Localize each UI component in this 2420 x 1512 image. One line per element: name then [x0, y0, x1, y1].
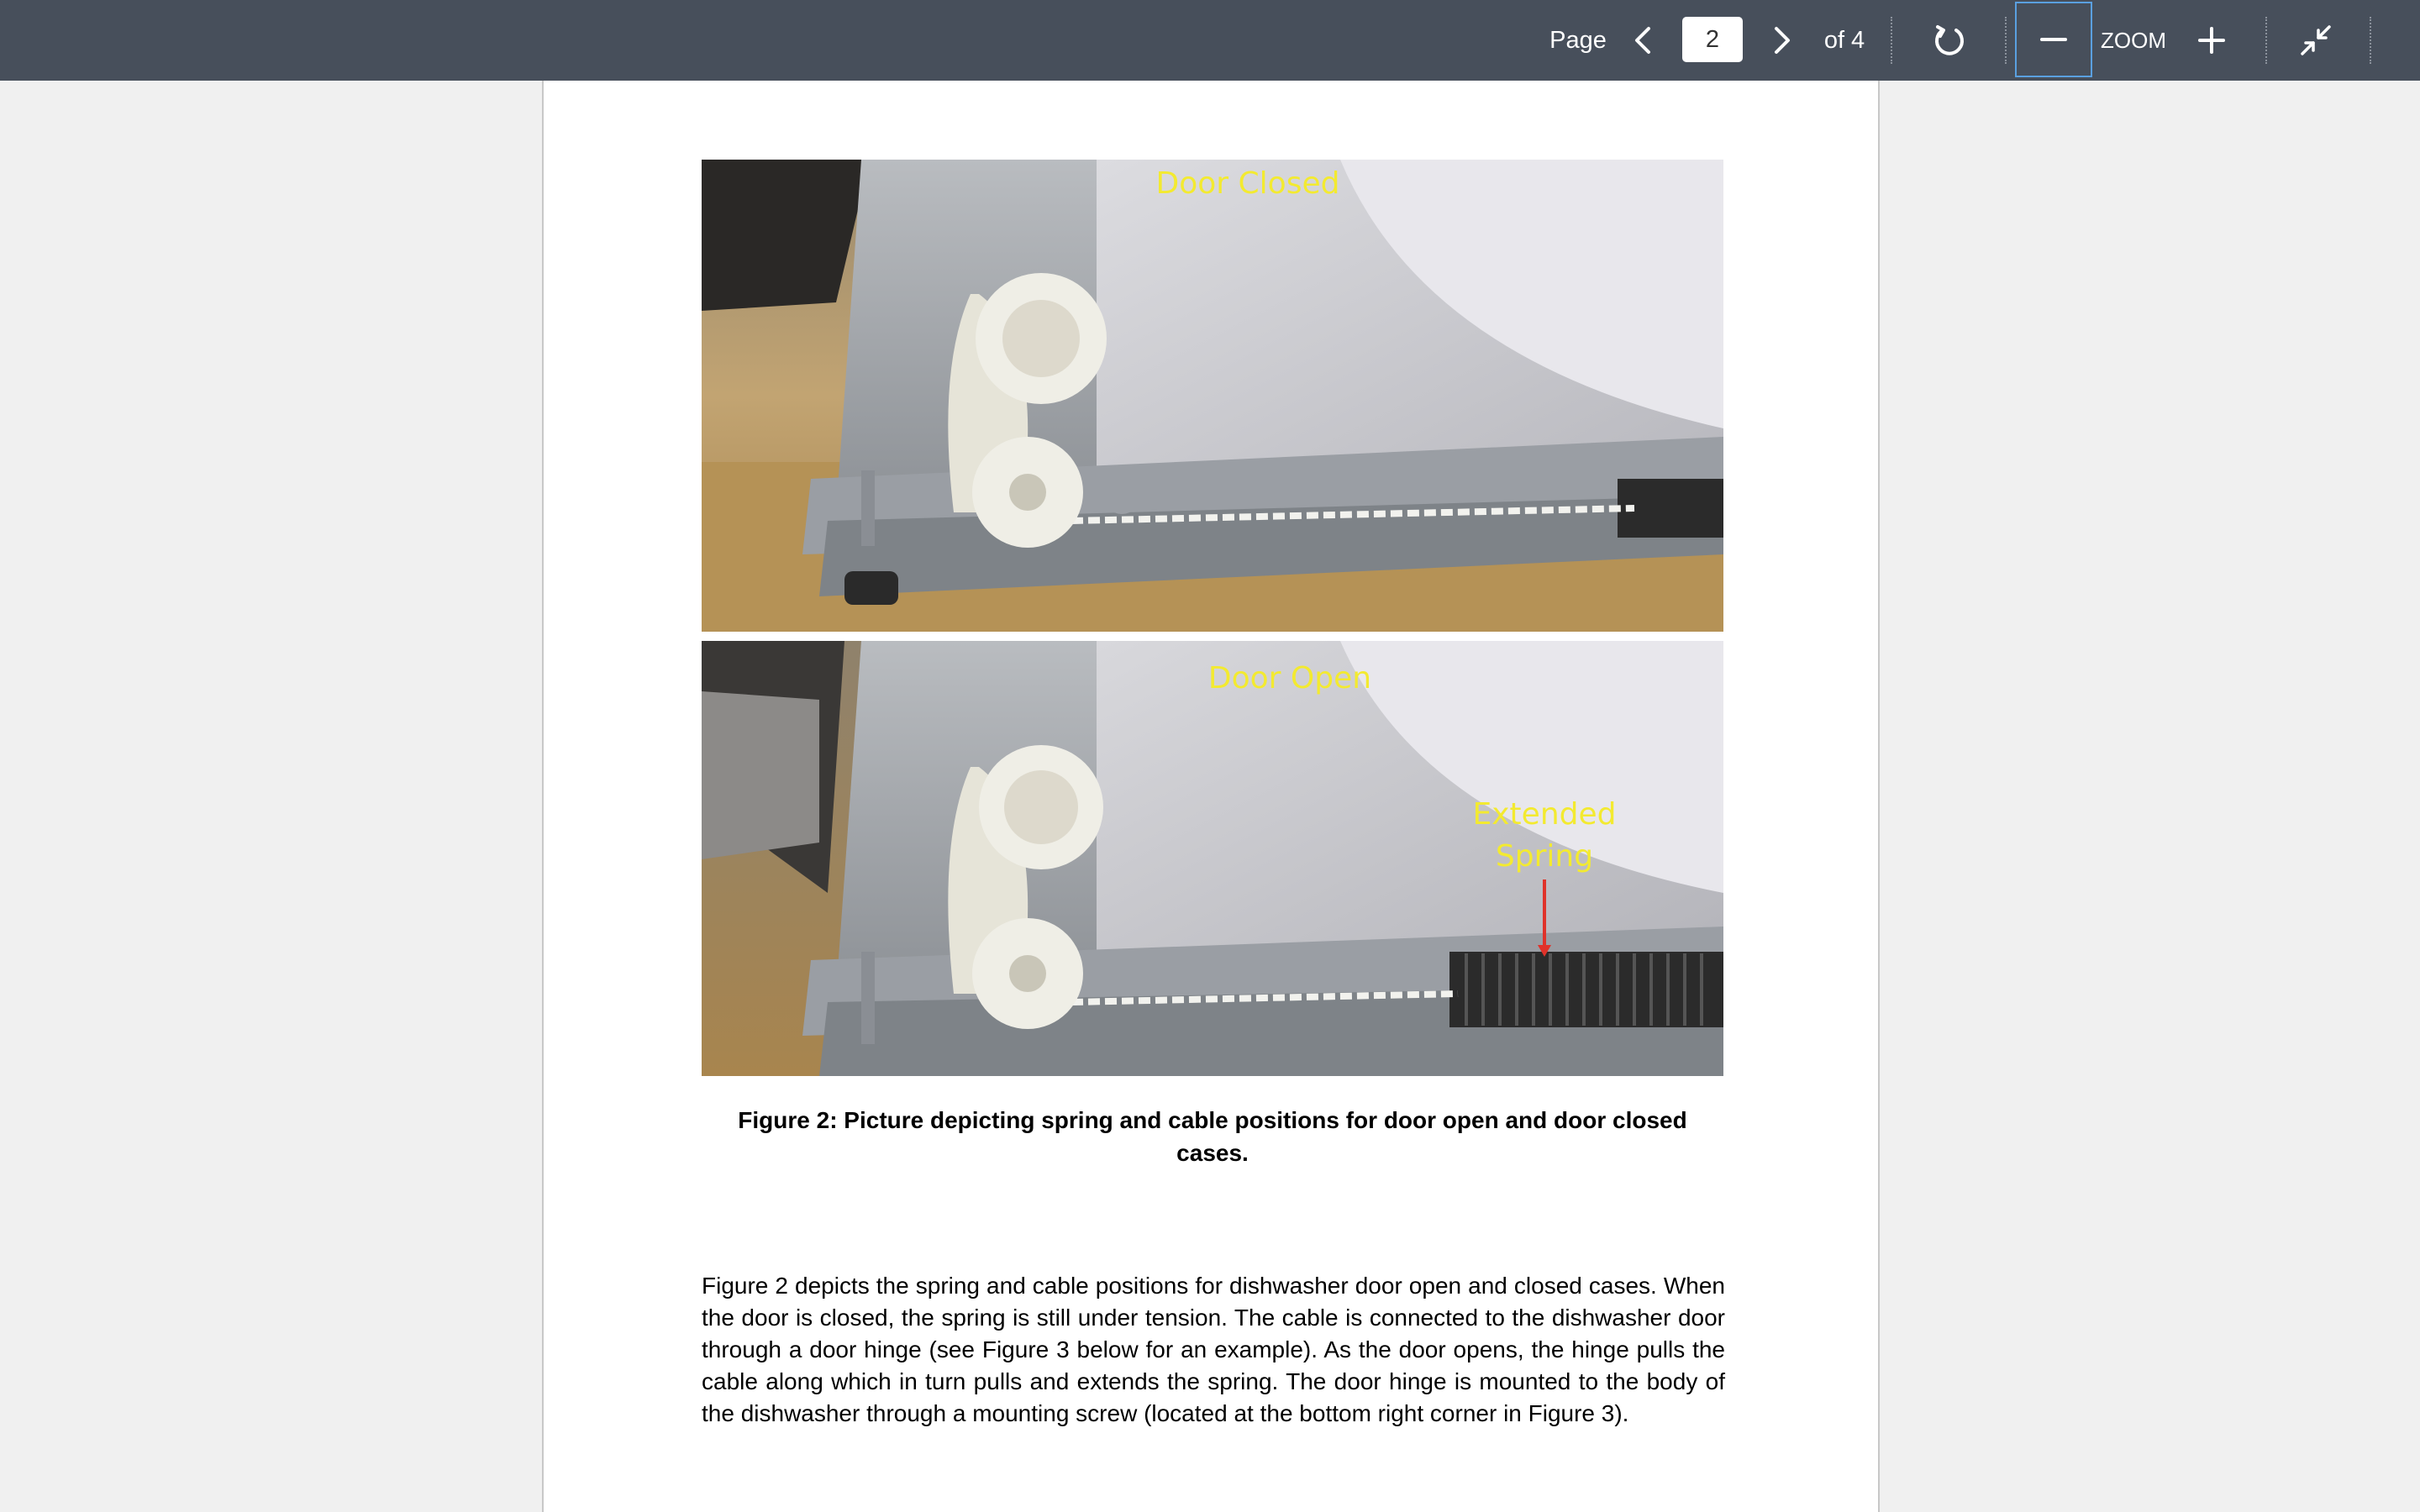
rotate-button[interactable] — [1926, 0, 1973, 81]
figure-photo-door-closed — [702, 160, 1723, 632]
toolbar-separator — [1891, 17, 1892, 64]
chevron-left-icon — [1630, 24, 1655, 57]
pdf-toolbar — [0, 0, 2420, 81]
document-page — [542, 81, 1880, 1512]
extended-spring-label-line1: Extended — [1472, 797, 1617, 832]
extended-spring-label-line2: Spring — [1495, 839, 1594, 874]
zoom-out-button[interactable] — [2015, 2, 2092, 77]
figure-caption: Figure 2: Picture depicting spring and cable positions for door open and door closed cases. — [738, 1107, 1687, 1166]
next-page-button[interactable] — [1761, 0, 1803, 81]
rotate-icon — [1931, 22, 1968, 59]
minus-icon — [2039, 25, 2068, 54]
door-closed-label: Door Closed — [1155, 166, 1340, 201]
previous-page-button[interactable] — [1622, 0, 1664, 81]
chevron-right-icon — [1770, 24, 1795, 57]
door-open-label: Door Open — [1207, 661, 1372, 696]
collapse-icon — [2299, 24, 2333, 57]
toolbar-separator — [2265, 17, 2267, 64]
zoom-label: ZOOM — [2101, 27, 2166, 53]
page-number-input[interactable] — [1682, 17, 1743, 62]
zoom-in-button[interactable] — [2188, 0, 2235, 81]
page-label: Page — [1549, 26, 1607, 54]
figure-photo-door-open — [702, 641, 1723, 1076]
toolbar-separator — [2370, 17, 2371, 64]
dishwasher-hinge-photo — [702, 160, 1723, 632]
page-count-label: of 4 — [1823, 26, 1865, 54]
toolbar-separator — [2005, 17, 2007, 64]
plus-icon — [2197, 26, 2226, 55]
exit-fullscreen-button[interactable] — [2292, 0, 2339, 81]
body-paragraph: Figure 2 depicts the spring and cable positions for dishwasher door open and closed cases. When the door is closed, the spring is still under tension. The cable is connected to the dishwasher door through a door hinge (see Figure 3 below for an example). As the door opens, the hinge pulls the cable along which in turn pulls and extends the spring. The door hinge is mounted to the body of the dishwasher through a mounting screw (located at the bottom right corner in Figure 3). — [702, 1273, 1725, 1426]
